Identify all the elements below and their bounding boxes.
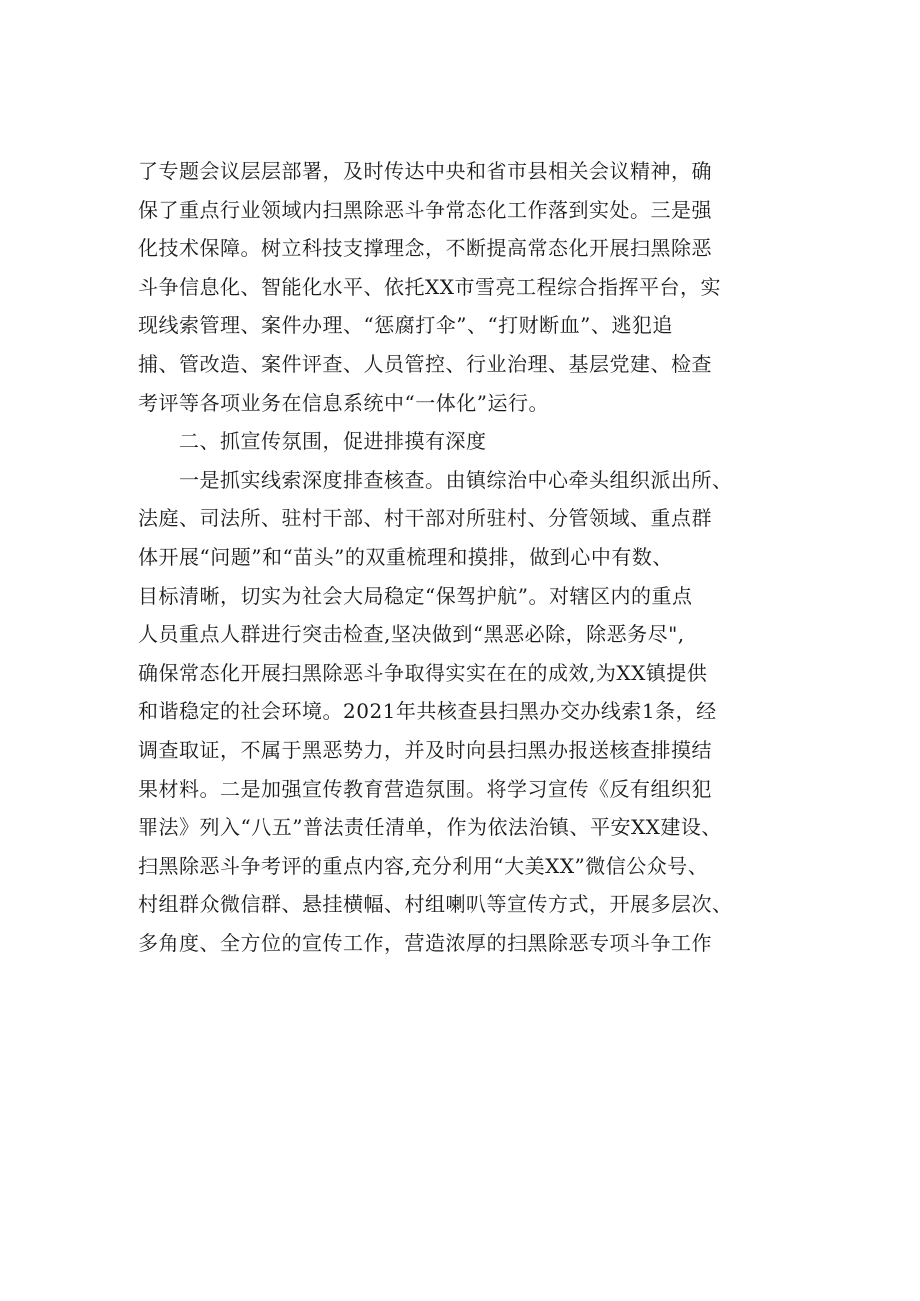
text-line: 现线索管理、案件办理、“惩腐打伞”、“打财断血”、逃犯追 <box>138 313 673 338</box>
text-line: 斗争信息化、智能化水平、依托XX市雪亮工程综合指挥平台，实 <box>138 274 721 299</box>
text-line: 和谐稳定的社会环境。2021年共核查县扫黑办交办线索1条，经 <box>138 699 717 724</box>
text-line: 罪法》列入“八五”普法责任清单，作为依法治镇、平安XX建设、 <box>138 815 722 840</box>
text-line: 果材料。二是加强宣传教育营造氛围。将学习宣传《反有组织犯 <box>138 776 712 801</box>
text-line: 多角度、全方位的宣传工作，营造浓厚的扫黑除恶专项斗争工作 <box>138 930 712 955</box>
text-line: 捕、管改造、案件评查、人员管控、行业治理、基层党建、检查 <box>138 351 712 376</box>
text-line: 目标清晰，切实为社会大局稳定“保驾护航”。对辖区内的重点 <box>138 583 693 608</box>
text-line: 保了重点行业领域内扫黑除恶斗争常态化工作落到实处。三是强 <box>138 197 712 222</box>
text-line: 一是抓实线索深度排查核查。由镇综治中心牵头组织派出所、 <box>138 467 733 492</box>
text-line: 法庭、司法所、驻村干部、村干部对所驻村、分管领域、重点群 <box>138 506 712 531</box>
text-line: 人员重点人群进行突击检查,坚决做到“黑恶必除，除恶务尽", <box>138 622 685 647</box>
text-line: 调查取证，不属于黑恶势力，并及时向县扫黑办报送核查排摸结 <box>138 737 712 762</box>
text-line: 扫黑除恶斗争考评的重点内容,充分利用“大美XX”微信公众号、 <box>138 853 709 878</box>
text-line: 化技术保障。树立科技支撑理念，不断提高常态化开展扫黑除恶 <box>138 236 712 261</box>
text-line: 了专题会议层层部署，及时传达中央和省市县相关会议精神，确 <box>138 159 712 183</box>
text-line: 考评等各项业务在信息系统中“一体化”运行。 <box>138 390 549 415</box>
text-line: 村组群众微信群、悬挂横幅、村组喇叭等宣传方式，开展多层次、 <box>138 892 733 917</box>
text-line: 确保常态化开展扫黑除恶斗争取得实实在在的成效,为XX镇提供 <box>138 660 708 685</box>
section-heading: 二、抓宣传氛围，促进排摸有深度 <box>138 429 487 454</box>
text-line: 体开展“问题”和“苗头”的双重梳理和摸排，做到心中有数、 <box>138 544 673 569</box>
document-body <box>138 152 798 962</box>
